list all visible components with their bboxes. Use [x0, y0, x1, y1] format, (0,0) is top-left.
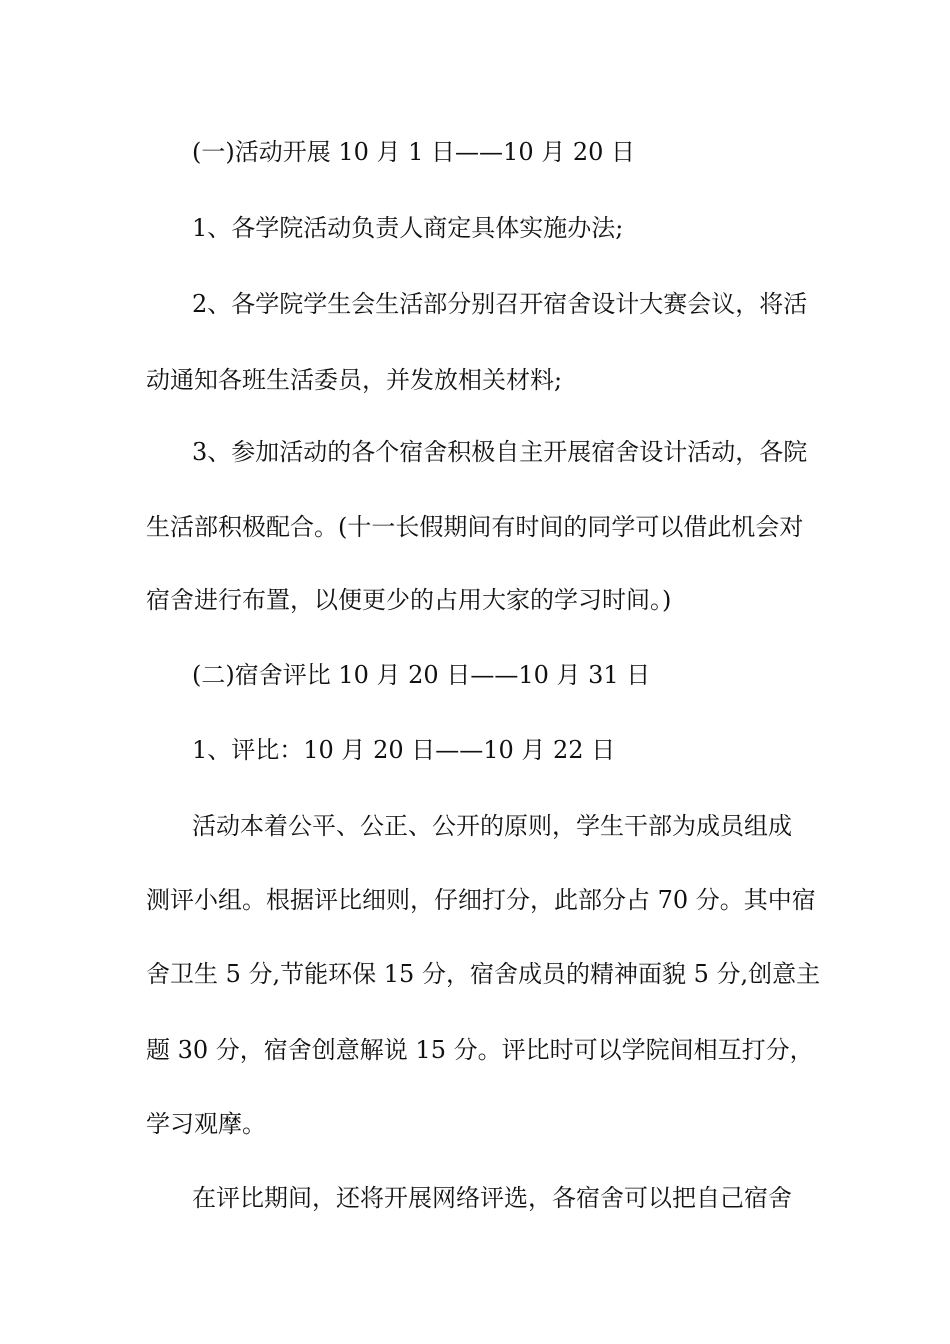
paragraph-line: 1、各学院活动负责人商定具体实施办法;: [192, 214, 624, 242]
paragraph-line: 1、评比：10 月 20 日——10 月 22 日: [192, 736, 616, 764]
section-heading-evaluation: (二)宿舍评比 10 月 20 日——10 月 31 日: [192, 661, 651, 689]
paragraph-line: 在评比期间，还将开展网络评选，各宿舍可以把自己宿舍: [192, 1184, 792, 1212]
paragraph-line: 测评小组。根据评比细则，仔细打分，此部分占 70 分。其中宿: [146, 886, 816, 914]
paragraph-line: 学习观摩。: [146, 1110, 266, 1138]
paragraph-line: 3、参加活动的各个宿舍积极自主开展宿舍设计活动，各院: [192, 438, 808, 466]
paragraph-line: 生活部积极配合。(十一长假期间有时间的同学可以借此机会对: [146, 513, 804, 541]
paragraph-line: 宿舍进行布置，以便更少的占用大家的学习时间。): [146, 586, 672, 614]
paragraph-line: 2、各学院学生会生活部分别召开宿舍设计大赛会议，将活: [192, 290, 808, 318]
paragraph-line: 题 30 分，宿舍创意解说 15 分。评比时可以学院间相互打分，: [146, 1036, 814, 1064]
section-heading-activity: (一)活动开展 10 月 1 日——10 月 20 日: [192, 138, 636, 166]
paragraph-line: 舍卫生 5 分,节能环保 15 分，宿舍成员的精神面貌 5 分,创意主: [146, 960, 821, 988]
paragraph-line: 动通知各班生活委员，并发放相关材料;: [146, 366, 563, 394]
paragraph-line: 活动本着公平、公正、公开的原则，学生干部为成员组成: [192, 812, 792, 840]
